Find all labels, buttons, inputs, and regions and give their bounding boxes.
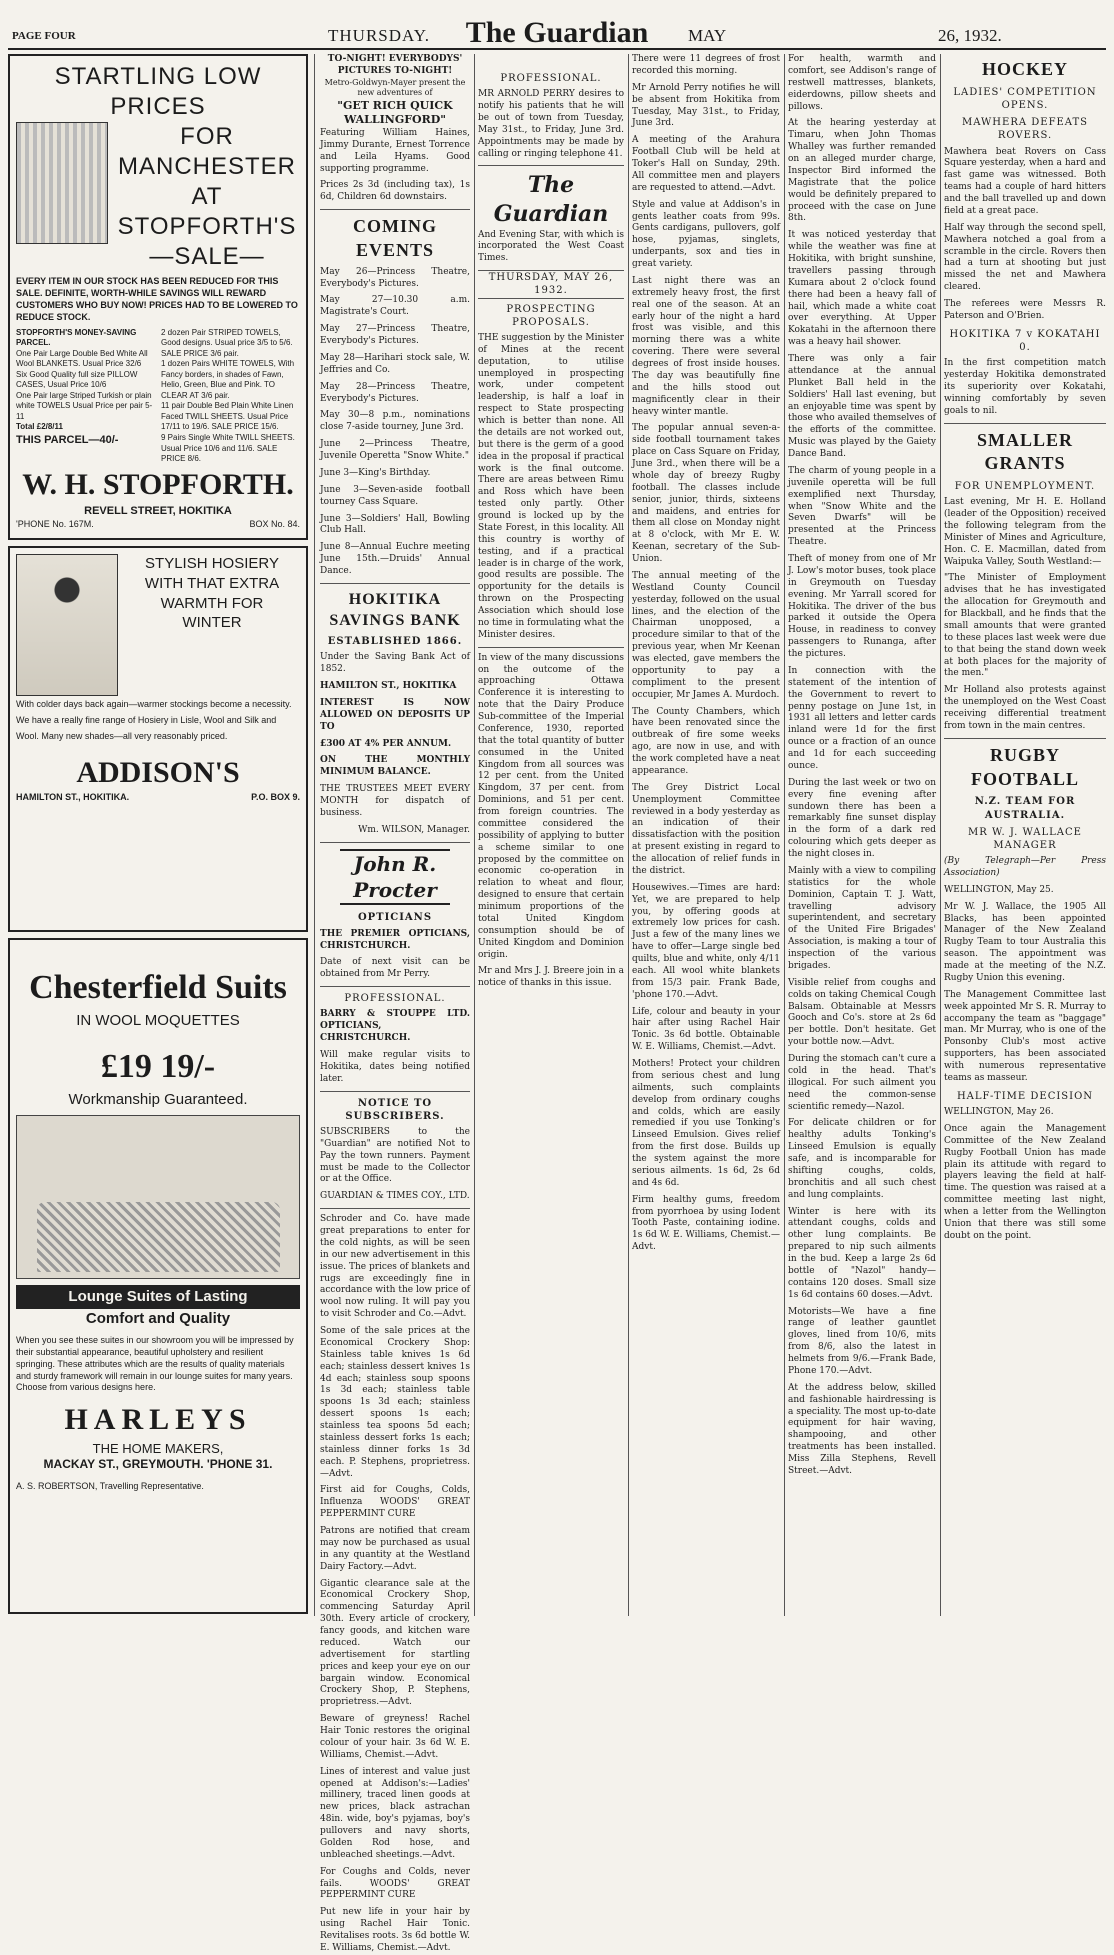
barry-stouppe: BARRY & STOUPPE LTD. OPTICIANS, CHRISTCHURCH. xyxy=(320,1009,470,1044)
perry-notice: MR ARNOLD PERRY desires to notify his patients that he will be out of town from Tuesday, May 31st., to Friday, June 3rd. Appointments may be made by calling or ringing telephone 41. xyxy=(478,89,624,159)
leader-title: PROSPECTING PROPOSALS. xyxy=(506,303,596,328)
leader-masthead: The Guardian xyxy=(493,172,609,228)
paragraph: Patrons are notified that cream may now be purchased as usual in any quantity at the Westland Dairy Factory.—Advt. xyxy=(320,1526,470,1572)
smaller-grants-sub: FOR UNEMPLOYMENT. xyxy=(954,481,1096,492)
procter-logo: John R. Procter xyxy=(340,849,450,906)
page-number: PAGE FOUR xyxy=(12,30,76,42)
paragraph: "The Minister of Employment advises that he has investigated the allocation for Greymouth and for Blackball, and he finds that the small amounts that were granted to these places last week were due to that being the stand down week at both places for the majority of the men." xyxy=(944,573,1106,679)
column-rule xyxy=(474,54,475,1616)
paragraph: The referees were Messrs R. Paterson and O'Brien. xyxy=(944,299,1106,321)
column-rule xyxy=(784,54,785,1616)
stopforth-advert xyxy=(8,54,308,540)
stopforth-item: One Pair large Striped Turkish or plain white TOWELS Usual Price per pair 5-11 xyxy=(16,390,153,421)
paragraph: It was noticed yesterday that while the weather was fine at Hokitika, with bright sunshine, travellers passing through Kumara about 2 o'clock found there had been a heavy fall of hail, which made a white coat over everything. At Upper Kokatahi in the afternoon there was a heavy hail shower. xyxy=(788,230,936,348)
paragraph: A meeting of the Arahura Football Club will be held at Toker's Hall on Sunday, 29th. All committee men and players are requested to attend.—Advt. xyxy=(632,135,780,193)
paragraph: In the first competition match yesterday Hokitika demonstrated its superiority over Kokatahi, winning comfortably by seven goals to nil. xyxy=(944,358,1106,416)
addison-body: With colder days back again—warmer stockings become a necessity. We have a really fine range of Hosiery in Lisle, Wool and Silk and Wool. Many new shades—all very reasonably priced. xyxy=(16,699,292,742)
stopforth-name: W. H. STOPFORTH. xyxy=(22,467,294,501)
rugby-telegraph: (By Telegraph—Per Press Association) xyxy=(944,856,1106,878)
paragraph: The popular annual seven-a-side football tournament takes place on Cass Square on Friday, June 3rd., when there will be a whole day of breezy Rugby football. The classes include senior, junior, thirds, sixteens and maidens, and entries for them all close on Monday night at 8 o'clock, with Mr E. W. Keenan, secretary of the Sub-Union. xyxy=(632,423,780,564)
event-item: June 8—Annual Euchre meeting June 15th.—Druids' Annual Dance. xyxy=(320,542,470,576)
column-3 xyxy=(478,54,624,1616)
paragraph: Motorists—We have a fine range of leather gauntlet gloves, lined from 10/6, mits from 8/6, also the latest in helmets from 9/6.—Frank Bade, Phone 170.—Advt. xyxy=(788,1306,936,1376)
lady-reading-illustration-icon xyxy=(16,554,118,696)
bank-address: HAMILTON ST., HOKITIKA xyxy=(320,681,457,692)
paragraph: Schroder and Co. have made great preparations to enter for the cold nights, as will be seen in our new advertisement in this issue. The prices of blankets and rugs are exceedingly fine in accordance with the low price of wool now ruling. It will pay you to visit Schroder and Co.—Advt. xyxy=(320,1214,470,1320)
chesterfield-price: £19 19/- xyxy=(100,1047,216,1085)
stopforth-headline-4: —SALE— xyxy=(149,243,265,270)
event-item: June 3—Seven-aside football tourney Cass Square. xyxy=(320,484,470,507)
procter-name: THE PREMIER OPTICIANS, CHRISTCHURCH. xyxy=(320,928,470,951)
stopforth-left-list xyxy=(16,328,155,465)
lounge-heading-1: Lounge Suites of Lasting xyxy=(16,1285,300,1309)
stopforth-price-list xyxy=(16,328,300,465)
notice-heading: NOTICE TO SUBSCRIBERS. xyxy=(345,1097,445,1122)
stopforth-item: 2 dozen Pair STRIPED TOWELS, Good designs. Usual price 3/5 to 5/6. SALE PRICE 3/6 pair. xyxy=(161,327,293,358)
stopforth-headline-2: FOR MANCHESTER xyxy=(117,123,296,180)
procter-sub: OPTICIANS xyxy=(357,912,433,924)
event-item: May 27—Princess Theatre, Everybody's Pictures. xyxy=(320,324,470,346)
stopforth-contact xyxy=(16,519,300,531)
addison-line-1: STYLISH HOSIERY xyxy=(145,555,279,572)
stopforth-headline-1: STARTLING LOW PRICES xyxy=(54,63,262,120)
paragraph: There were 11 degrees of frost recorded this morning. xyxy=(632,54,780,76)
addison-line-3: WARMTH FOR xyxy=(160,594,264,612)
film-title: "GET RICH QUICK WALLINGFORD" xyxy=(337,98,453,127)
professional-heading: PROFESSIONAL. xyxy=(500,73,602,84)
bank-signature: Wm. WILSON, Manager. xyxy=(358,824,470,835)
paragraph: In connection with the statement of the intention of the Government to revert to penny postage on June 1st, in 1931 all letters and letter cards inland were 1d for the first ounce or a fraction of an ounce and 1d for each succeeding ounce. xyxy=(788,665,936,771)
stopforth-item: 1 dozen Pairs WHITE TOWELS, With Fancy borders, in shades of Fawn, Helio, Green, Blue and Pink. TO CLEAR AT 3/6 pair. xyxy=(161,359,295,400)
paragraph: During the last week or two on every fine evening after sundown there has been a remarkably fine sunset display in the form of a dark red colouring which gets deeper as the night closes in. xyxy=(788,777,936,859)
event-item: June 3—Soldiers' Hall, Bowling Club Hall. xyxy=(320,513,470,536)
paragraph: Mainly with a view to compiling statistics for the whole Dominion, Captain T. J. Watt, travelling advisory superintendent, and secretary of the United Fire Brigades' Association, is making a tour of inspection of the various brigades. xyxy=(788,865,936,971)
notice-body: SUBSCRIBERS to the "Guardian" are notified Not to Pay the town runners. Payment must be made to the Collector or at the Office. xyxy=(320,1126,470,1185)
column-rule xyxy=(628,54,629,1616)
towel-illustration-icon xyxy=(16,122,108,244)
addison-line-4: WINTER xyxy=(182,614,242,632)
stopforth-address: REVELL STREET, HOKITIKA xyxy=(84,505,232,518)
paragraph: Firm healthy gums, freedom from pyorrhoea by using Iodent Tooth Paste, containing iodine. 1s 6d W. E. Williams, Chemist.—Advt. xyxy=(632,1194,780,1253)
bank-act: Under the Saving Bank Act of 1852. xyxy=(320,652,470,675)
paragraph: The Management Committee last week appointed Mr S. R. Murray to accompany the team as "baggage" man. Mr Murray, who is one of the Ponsonby Club's most active supporters, has been associated with numerous representative teams as masseur. xyxy=(944,989,1106,1083)
column-ads xyxy=(8,54,308,1616)
stopforth-parcel-price: THIS PARCEL—40/- xyxy=(16,433,119,446)
bank-minimum: ON THE MONTHLY MINIMUM BALANCE. xyxy=(320,755,470,778)
paragraph: For Coughs and Colds, never fails. WOODS' GREAT PEPPERMINT CURE xyxy=(320,1866,470,1901)
paragraph: Last evening, Mr H. E. Holland (leader of the Opposition) received the following telegram from the Minister of Mines and Agriculture, Hon. C. E. Macmillan, dated from Waipuka Valley, South Westland:— xyxy=(944,497,1106,567)
paragraph: Mothers! Protect your children from serious chest and lung ailments, such complaints develop from ordinary coughs and colds, which are easily remedied if you use Tonking's Linseed Emulsion. Gives relief from the first dose. Builds up the system against the more serious ailments. 1s 6d, 2s 6d and 4s 6d. xyxy=(632,1059,780,1188)
bank-trustees: THE TRUSTEES MEET EVERY MONTH for dispatch of business. xyxy=(320,784,470,818)
rugby-dateline-2: WELLINGTON, May 26. xyxy=(944,1107,1054,1117)
paragraph: Lines of interest and value just opened at Addison's:—Ladies' millinery, traced linen goods at new prices, black astrachan 48in. wide, boy's pyjamas, boy's pullovers and navy shorts, Golden Rod hose, and unbleached sheetings.—Advt. xyxy=(320,1766,470,1860)
event-item: June 2—Princess Theatre, Juvenile Operetta "Snow White." xyxy=(320,439,470,461)
event-item: May 30—8 p.m., nominations close 7-aside tourney, June 3rd. xyxy=(320,410,470,433)
stopforth-intro: EVERY ITEM IN OUR STOCK HAS BEEN REDUCED FOR THIS SALE. DEFINITE, WORTH-WHILE SAVINGS WILL REWARD CUSTOMERS WHO BUY NOW! PRICES HAD TO BE LOWERED TO REDUCE STOCK. xyxy=(16,276,298,322)
addison-advert xyxy=(8,546,308,932)
hockey-heading: HOCKEY xyxy=(981,59,1068,79)
rugby-sub: N.Z. TEAM FOR AUSTRALIA. xyxy=(974,796,1076,821)
paragraph: For health, warmth and comfort, see Addison's range of restwell mattresses, blankets, eiderdowns, pillow sheets and pillows. xyxy=(788,54,936,112)
paragraph: The charm of young people in a juvenile operetta will be full exemplified next Thursday, when "Snow White and the Seven Dwarfs" will be presented at the Princess Theatre. xyxy=(788,465,936,548)
paragraph: Put new life in your hair by using Rachel Hair Tonic. Revitalises roots. 3s 6d bottle W. E. Williams, Chemist.—Advt. xyxy=(320,1907,470,1953)
stopforth-right-list xyxy=(161,328,300,465)
paragraph: Visible relief from coughs and colds on taking Chemical Cough Balsam. Obtainable at Messrs Gooch and Co's. store at 2s 6d per bottle. Don't hesitate. Get your bottle now.—Advt. xyxy=(788,977,936,1048)
stopforth-headline-3: AT STOPFORTH'S xyxy=(117,183,297,240)
film-cast: Featuring William Haines, Jimmy Durante, Ernest Torrence and Leila Hyams. Good supporting programme. xyxy=(320,127,470,174)
event-item: June 3—King's Birthday. xyxy=(320,467,431,478)
savings-bank-heading: HOKITIKA SAVINGS BANK xyxy=(329,590,461,629)
sofa-illustration xyxy=(16,1115,300,1279)
smaller-grants-heading: SMALLER GRANTS xyxy=(976,429,1073,474)
column-4 xyxy=(632,54,780,1616)
notice-signature: GUARDIAN & TIMES COY., LTD. xyxy=(320,1191,470,1202)
sofa-icon xyxy=(37,1202,280,1272)
paragraph: Mawhera beat Rovers on Cass Square yesterday, when a hard and fast game was witnessed. Both teams had a couple of hard hitters and the ball travelled up and down field at a great pace. xyxy=(944,146,1106,216)
stopforth-box: BOX No. 84. xyxy=(249,518,300,529)
paragraph: Mr and Mrs J. J. Breere join in a notice of thanks in this issue. xyxy=(478,966,624,989)
chesterfield-sub: IN WOOL MOQUETTES xyxy=(76,1011,240,1029)
harleys-address: MACKAY ST., GREYMOUTH. 'PHONE 31. xyxy=(43,1457,273,1472)
paragraph: At the hearing yesterday at Timaru, when John Thomas Whalley was further remanded on an alleged murder charge, Inspector Bird informed the Magistrate that the police would be definitely prepared to proceed with the case on June 8th. xyxy=(788,118,936,224)
chesterfield-guarantee: Workmanship Guaranteed. xyxy=(68,1090,248,1108)
paragraph: Beware of greyness! Rachel Hair Tonic restores the original colour of your hair. 3s 6d W. E. Williams, Chemist.—Advt. xyxy=(320,1714,470,1760)
column-2 xyxy=(320,54,470,1953)
paragraph: Mr Arnold Perry notifies he will be absent from Hokitika from Tuesday, May 31st., to Friday, June 3rd. xyxy=(632,82,780,129)
bank-rate: £300 AT 4% PER ANNUM. xyxy=(320,738,452,749)
column-5 xyxy=(788,54,936,1616)
harleys-name: HARLEYS xyxy=(64,1403,252,1437)
addison-contact xyxy=(16,792,300,804)
stopforth-item: Six Good Quality full size PILLOW CASES, Usual Price 10/6 xyxy=(16,369,138,390)
paragraph: Housewives.—Times are hard: Yet, we are prepared to help you, by offering goods at extremely low prices for cash. Just a few of the many lines we have to offer—Large single bed quilts, blue and white, only 4/11 each. All wool white blankets from 15/3 pair. Frank Bade, 'phone 170.—Advt. xyxy=(632,882,780,1000)
addison-address: HAMILTON ST., HOKITIKA. xyxy=(16,792,130,803)
paragraph: During the stomach can't cure a cold in the head. That's illogical. For such ailment you need the common-sense scientific remedy—Nazol. xyxy=(788,1054,936,1112)
procter-body: Date of next visit can be obtained from Mr Perry. xyxy=(320,957,470,980)
addison-box: P.O. BOX 9. xyxy=(251,792,300,803)
paragraph: Mr Holland also protests against the unemployed on the West Coast receiving differential treatment from town in the main centres. xyxy=(944,685,1106,731)
paragraph: Once again the Management Committee of the New Zealand Rugby Football Union has made plain its attitude with regard to players leaving the field at half-time. The question was raised at a committee meeting last night, when a letter from the Wellington Union that there was still some doubt on the point. xyxy=(944,1123,1106,1241)
stopforth-item: One Pair Large Double Bed White All Wool BLANKETS. Usual Price 32/6 xyxy=(16,348,148,369)
column-rule xyxy=(940,54,941,1616)
masthead-date: 26, 1932. xyxy=(938,26,1002,45)
newspaper-title: The Guardian xyxy=(465,16,649,49)
film-prices: Prices 2s 3d (including tax), 1s 6d, Children 6d downstairs. xyxy=(320,180,470,203)
paragraph: The Grey District Local Unemployment Committee reviewed in a body yesterday as an indication of their dissatisfaction with the position at present existing in regard to the allocation of relief funds in the district. xyxy=(632,782,780,876)
harleys-tag: THE HOME MAKERS, xyxy=(92,1440,224,1456)
coming-events-heading: COMING EVENTS xyxy=(353,216,437,260)
paragraph: The County Chambers, which have been renovated since the outbreak of fire some weeks ago, are now in use, and with the work completed have a neat appearance. xyxy=(632,706,780,776)
paragraph: Half way through the second spell, Mawhera notched a goal from a scramble in the circle. Rovers then had a turn at shooting but just missed the net and Mawhera cleared. xyxy=(944,222,1106,293)
stopforth-total: Total £2/8/11 xyxy=(16,422,63,432)
harleys-advert xyxy=(8,938,308,1614)
stopforth-item: 11 pair Double Bed Plain White Linen Faced TWILL SHEETS. Usual Price 17/11 to 19/6. SALE PRICE 15/6. xyxy=(161,401,294,432)
events-list xyxy=(320,267,470,578)
harleys-body: When you see these suites in our showroom you will be impressed by their substantial appearance, beautiful upholstery and resilient springing. These attributes which are the results of quality materials and sturdy framework will remain in our lounge suites for many years. Choose from various designs here. xyxy=(16,1334,294,1393)
half-time-heading: HALF-TIME DECISION xyxy=(956,1090,1094,1102)
paragraph: Theft of money from one of Mr J. Low's motor buses, took place in Greymouth on Tuesday evening. Mr Yarrall scored for Hokitika. The driver of the bus parked it outside the Opera House, in readiness to convey passengers to Runanga, after the pictures. xyxy=(788,554,936,659)
leader-date: THURSDAY, MAY 26, 1932. xyxy=(478,270,624,298)
professional-heading: PROFESSIONAL. xyxy=(344,993,446,1005)
harleys-representative: A. S. ROBERTSON, Travelling Representative. xyxy=(16,1480,204,1491)
hockey-sub: LADIES' COMPETITION OPENS. xyxy=(953,86,1097,111)
masthead-day: THURSDAY. xyxy=(328,26,431,45)
paragraph: At the address below, skilled and fashionable hairdressing is a speciality. The most up-to-date equipment for hair waving, shampooing, and other treatments has been installed. Miss Zilla Stephens, Revell Street.—Advt. xyxy=(788,1382,936,1476)
masthead xyxy=(8,8,1106,50)
leader-masthead-sub: And Evening Star, with which is incorporated the West Coast Times. xyxy=(478,229,624,264)
barry-body: Will make regular visits to Hokitika, dates being notified later. xyxy=(320,1049,470,1084)
paragraph: Life, colour and beauty in your hair after using Rachel Hair Tonic. 3s 6d bottle. Obtainable W. E. Williams, Chemist.—Advt. xyxy=(632,1006,780,1053)
stopforth-item: 9 Pairs Single White TWILL SHEETS. Usual Price 10/6 and 11/6. SALE PRICE 8/6. xyxy=(161,432,295,464)
event-item: May 27—10.30 a.m. Magistrate's Court. xyxy=(320,295,470,318)
paragraph: There was only a fair attendance at the annual Plunket Ball held in the Soldiers' Hall last evening, but an enjoyable time was spent by those who availed themselves of the efforts of the committee. Music was played by the Gaiety Dance Band. xyxy=(788,354,936,459)
addison-name: ADDISON'S xyxy=(76,755,240,789)
column-6 xyxy=(944,54,1106,1616)
bank-established: ESTABLISHED 1866. xyxy=(327,636,463,648)
event-item: May 28—Princess Theatre, Everybody's Pictures. xyxy=(320,381,470,404)
addison-line-2: WITH THAT EXTRA xyxy=(144,574,280,592)
masthead-month: MAY xyxy=(688,26,727,45)
paragraph: Last night there was an extremely heavy frost, the first real one of the season. At an early hour of the night a hard frost was visible, and this morning there was a white covering. There were several degrees of frost inside houses. The day was beautifully fine and the hills stood out magnificently clear in their heavy winter mantle. xyxy=(632,275,780,417)
stopforth-item: STOPFORTH'S MONEY-SAVING PARCEL. xyxy=(16,327,137,348)
event-item: May 28—Harihari stock sale, W. Jeffries and Co. xyxy=(320,352,470,375)
chesterfield-title: Chesterfield Suits xyxy=(29,969,287,1006)
lounge-heading-2: Comfort and Quality xyxy=(85,1310,231,1328)
hockey-sub-2: MAWHERA DEFEATS ROVERS. xyxy=(961,117,1089,142)
paragraph: Some of the sale prices at the Economical Crockery Shop: Stainless table knives 1s 6d each; stainless dessert knives 1s 4d each; stainless soup spoons 1s 3d each; stainless table spoons 1s 3d each; stainless dessert spoons 1s each; stainless tea spoons 5d each; stainless dessert forks 1s each; stainless dinner forks 1s 3d each. P. Stephens, proprietress.—Advt. xyxy=(320,1326,470,1479)
bank-interest: INTEREST IS NOW ALLOWED ON DEPOSITS UP TO xyxy=(320,697,470,732)
stopforth-phone: 'PHONE No. 167M. xyxy=(16,518,94,529)
event-item: May 26—Princess Theatre, Everybody's Pictures. xyxy=(320,266,470,289)
rugby-sub-2: MR W. J. WALLACE MANAGER xyxy=(968,826,1082,851)
paragraph: First aid for Coughs, Colds, Influenza WOODS' GREAT PEPPERMINT CURE xyxy=(320,1485,470,1520)
paragraph: Winter is here with its attendant coughs, colds and other lung complaints. Be prepared to nip such ailments in the bud. Keep a large 2s 6d bottle of "Nazol" handy—contains 120 doses. Small size 1s 6d contains 60 doses.—Advt. xyxy=(788,1206,936,1300)
paragraph: The annual meeting of the Westland County Council yesterday, followed on the usual lines, and the election of the Chairman unopposed, a procedure similar to that of the previous year, when Mr Keenan was elected, gave members the opportunity to pay a compliment to the present occupier, Mr James A. Murdoch. xyxy=(632,570,780,700)
paragraph: Gigantic clearance sale at the Economical Crockery Shop, commencing Saturday April 30th. Every article of crockery, fancy goods, and kitchen ware reduced. Watch our advertisement for startling prices and keep your eye on our bargain window. Economical Crockery Shop, P. Stephens, proprietress.—Advt. xyxy=(320,1578,470,1708)
pictures-banner: TO-NIGHT! EVERYBODYS' PICTURES TO-NIGHT! xyxy=(327,54,463,76)
paragraph: Mr W. J. Wallace, the 1905 All Blacks, has been appointed Manager of the New Zealand Rugby Team to tour Australia this season. The appointment was made at the meeting of the N.Z. Rugby Union this evening. xyxy=(944,901,1106,983)
column-rule xyxy=(314,54,315,1616)
leader-paragraph: THE suggestion by the Minister of Mines at the recent deputation, to utilise unemployed in prospecting work, under competent leadership, is half a loaf in respect to State prospecting which is better than none. All the details are not worked out, but there is the germ of a good idea in the proposal if practical work is the final outcome. There are areas between Rimu and Ross which have been tested only partly. Other ground is locked up by the State Forest, in this locality. All this country is worthy of testing, and if a practical leader is in charge of the work, good results are possible. The opportunity for the details is thrown on the Prospecting Association which should lose no time in formulating what the Minister desires. xyxy=(478,332,624,640)
hockey-result: HOKITIKA 7 v KOKATAHI 0. xyxy=(949,328,1101,353)
rugby-heading: RUGBY FOOTBALL xyxy=(970,744,1080,789)
mgm-line: Metro-Goldwyn-Mayer present the new adventures of xyxy=(324,77,466,98)
paragraph: For delicate children or for healthy adults Tonking's Linseed Emulsion is equally safe, and is incomparable for shifting coughs, colds, bronchitis and all such chest and lung complaints. xyxy=(788,1118,936,1200)
leader-paragraph: In view of the many discussions on the outcome of the approaching Ottawa Conference it is interesting to note that the Dairy Produce Sub-committee of the Imperial Conference, 1930, reported that the total quantity of butter consumed in the United Kingdom from all sources was 12 per cent. from the United Kingdom, 37 per cent. from Dominions, and 51 per cent. from foreign countries. The committee considered the possibility of applying to butter a scheme similar to one proposed by the committee on economic co-operation in relation to wheat and flour, designed to ensure that certain minimum proportions of the total United Kingdom consumption should be of United Kingdom and Dominion origin. xyxy=(478,652,624,960)
rugby-dateline: WELLINGTON, May 25. xyxy=(944,884,1054,895)
paragraph: Style and value at Addison's in gents leather coats from 99s. Gents cardigans, pullovers, golf hose, pyjamas, singlets, underpants, sox and ties in great variety. xyxy=(632,199,780,269)
